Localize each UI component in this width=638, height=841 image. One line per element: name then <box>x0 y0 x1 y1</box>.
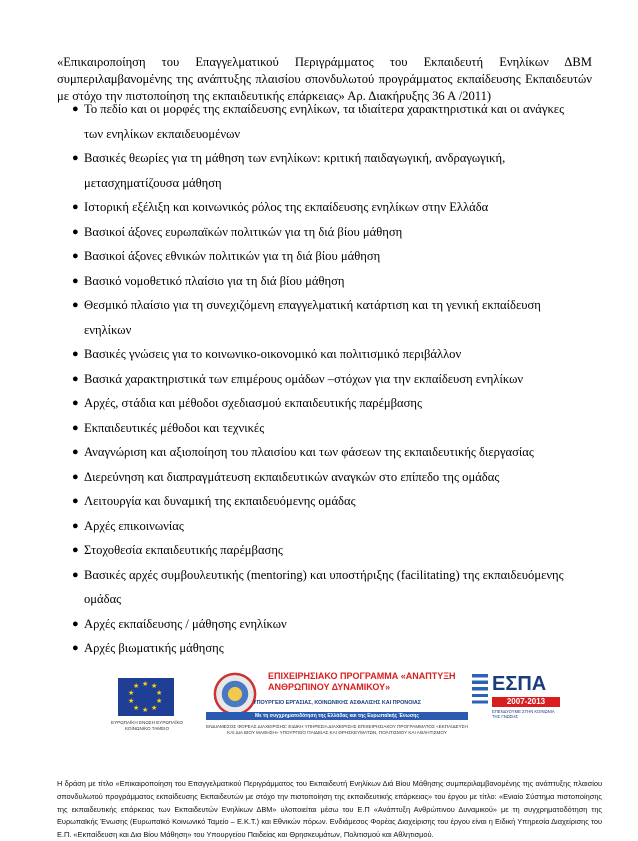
list-item <box>57 146 597 195</box>
list-item <box>57 244 597 269</box>
bullet-icon: ● <box>72 544 79 556</box>
list-item-text: Αρχές, στάδια και μέθοδοι σχεδιασμού εκπαιδευτικής παρέμβασης <box>84 396 422 410</box>
cofunding-banner: Με τη συγχρηματοδότηση της Ελλάδας και της Ευρωπαϊκής Ένωσης <box>206 712 468 720</box>
espa-logo <box>468 670 562 732</box>
operational-programme-title: ΕΠΙΧΕΙΡΗΣΙΑΚΟ ΠΡΟΓΡΑΜΜΑ «ΑΝΑΠΤΥΞΗ ΑΝΘΡΩΠΙΝΟΥ ΔΥΝΑΜΙΚΟΥ» <box>268 671 456 692</box>
list-item-text-cont: των ενηλίκων εκπαιδευομένων <box>84 126 241 141</box>
list-item-text: Εκπαιδευτικές μέθοδοι και τεχνικές <box>84 420 265 435</box>
list-item-text-cont: ενηλίκων <box>84 322 132 337</box>
list-item-text: Βασικά χαρακτηριστικά των επιμέρους ομάδων –στόχων για την εκπαίδευση ενηλίκων <box>84 371 524 386</box>
bullet-icon: ● <box>72 274 79 287</box>
list-item-text: Αρχές εκπαίδευσης / μάθησης ενηλίκων <box>84 616 287 631</box>
bullet-icon: ● <box>72 421 79 434</box>
bullet-icon: ● <box>72 201 79 213</box>
list-item-text-cont: μετασχηματίζουσα μάθηση <box>84 175 222 190</box>
list-item-text: Στοχοθεσία εκπαιδευτικής παρέμβασης <box>84 543 283 557</box>
greek-flag-icon <box>472 674 488 704</box>
list-item <box>57 269 597 294</box>
list-item-text: Βασικό νομοθετικό πλαίσιο για τη διά βίου μάθηση <box>84 273 345 288</box>
list-item <box>57 612 597 637</box>
bullet-icon: ● <box>72 470 79 483</box>
list-item <box>57 416 597 441</box>
eu-caption: ΕΥΡΩΠΑΪΚΗ ΕΝΩΣΗ ΕΥΡΩΠΑΪΚΟ ΚΟΙΝΩΝΙΚΟ ΤΑΜΕΙΟ <box>111 720 183 731</box>
funding-logo-band <box>108 666 563 764</box>
bullet-icon: ● <box>72 642 79 654</box>
list-item-text: Βασικές αρχές συμβουλευτικής (mentoring) και υποστήριξης (facilitating) της εκπαιδευόμενης <box>84 567 564 582</box>
list-item-text: Διερεύνηση και διαπραγμάτευση εκπαιδευτικών αναγκών στο επίπεδο της ομάδας <box>84 469 500 484</box>
footer-note: Η δράση με τίτλο «Επικαιροποίηση του Επαγγελματικού Περιγράμματος του Εκπαιδευτή Ενηλίκων Διά Βίου Μάθησης συμπεριλαμβανομένης της ανάπτυξης πλαισίου σπονδυλωτού προγράμματος εκπαίδευσης Εκπαιδευτών με στόχο την πιστοποίηση της εκπαιδευτικής επάρκειας» του έργου με τίτλο: «Ενιαίο Σύστημα πιστοποίησης της εκπαιδευτικής επάρκειας των Εκπαιδευτών Ενηλίκων ΔΒΜ» υλοποιείται μέσω του Ε.Π «Ανάπτυξη Ανθρώπινου Δυναμικού» με τη συγχρηματοδότηση της Ευρωπαϊκής Ένωσης (Ευρωπαϊκό Κοινωνικό Ταμείο – Ε.Κ.Τ.) και Εθνικών πόρων. Ενδιάμεσος Φορέας Διαχείρισης του έργου είναι η Ειδική Υπηρεσία Διαχείρισης του Ε.Π. «Εκπαίδευση και Δια Βίου Μάθηση» του Υπουργείου Παιδείας και Θρησκευμάτων, Πολιτισμού και Αθλητισμού. <box>57 779 602 839</box>
bullet-icon: ● <box>72 495 79 507</box>
ministry-label: ΥΠΟΥΡΓΕΙΟ ΕΡΓΑΣΙΑΣ, ΚΟΙΝΩΝΙΚΗΣ ΑΣΦΑΛΙΣΗΣ ΚΑΙ ΠΡΟΝΟΙΑΣ <box>252 700 422 706</box>
operational-programme-emblem-icon <box>213 672 257 716</box>
list-item <box>57 220 597 245</box>
bullet-icon: ● <box>72 225 79 238</box>
list-item-text: Βασικοί άξονες ευρωπαϊκών πολιτικών για τη διά βίου μάθηση <box>84 224 403 239</box>
topic-list <box>57 97 597 661</box>
list-item-text-cont: ομάδας <box>84 592 122 606</box>
bullet-icon: ● <box>72 568 79 581</box>
list-item <box>57 367 597 392</box>
list-item <box>57 293 597 342</box>
list-item-text: Αναγνώριση και αξιοποίηση του πλαισίου και των φάσεων της εκπαιδευτικής διεργασίας <box>84 445 534 459</box>
list-item-text: Βασικοί άξονες εθνικών πολιτικών για τη διά βίου μάθηση <box>84 249 381 263</box>
eu-flag-icon: ★ ★ ★ ★ ★ ★ ★ ★ ★ ★ <box>118 678 174 716</box>
list-item-text: Βασικές γνώσεις για το κοινωνικο-οικονομικό και πολιτισμικό περιβάλλον <box>84 347 462 361</box>
espa-years: 2007-2013 <box>492 697 560 707</box>
bullet-icon: ● <box>72 446 79 458</box>
managing-body-label: ΕΝΔΙΑΜΕΣΟΣ ΦΟΡΕΑΣ ΔΙΑΧΕΙΡΙΣΗΣ: ΕΙΔΙΚΗ ΥΠΗΡΕΣΙΑ ΔΙΑΧΕΙΡΙΣΗΣ ΕΠΙΧΕΙΡΗΣΙΑΚΟΥ ΠΡΟΓΡΑΜΜΑΤΟΣ «ΕΚΠΑΙΔΕΥΣΗ ΚΑΙ ΔΙΑ ΒΙΟΥ ΜΑΘΗΣΗ» ΥΠΟΥΡΓΕΙΟ ΠΑΙΔΕΙΑΣ ΚΑΙ ΘΡΗΣΚΕΥΜΑΤΩΝ, ΠΟΛΙΤΙΣΜΟΥ ΚΑΙ ΑΘΛΗΤΙΣΜΟΥ <box>206 724 468 735</box>
bullet-icon: ● <box>72 250 79 262</box>
bullet-icon: ● <box>72 103 79 115</box>
list-item-text: Λειτουργία και δυναμική της εκπαιδευόμενης ομάδας <box>84 494 356 508</box>
list-item <box>57 538 597 563</box>
bullet-icon: ● <box>72 397 79 409</box>
bullet-icon: ● <box>72 519 79 532</box>
list-item <box>57 342 597 367</box>
intro-paragraph: «Επικαιροποίηση του Επαγγελματικού Περιγράμματος του Εκπαιδευτή Ενηλίκων ΔΒΜ συμπεριλαμβανομένης της ανάπτυξης πλαισίου σπονδυλωτού προγράμματος εκπαίδευσης Εκπαιδευτών με στόχο την πιστοποίηση της εκπαιδευτικής επάρκειας» Αρ. Διακήρυξης 36 Α /2011) <box>57 54 592 103</box>
list-item-text: Αρχές βιωματικής μάθησης <box>84 641 224 655</box>
list-item-text: Βασικές θεωρίες για τη μάθηση των ενηλίκων: κριτική παιδαγωγική, ανδραγωγική, <box>84 151 506 165</box>
list-item-text: Ιστορική εξέλιξη και κοινωνικός ρόλος της εκπαίδευσης ενηλίκων στην Ελλάδα <box>84 200 489 214</box>
list-item <box>57 465 597 490</box>
list-item <box>57 440 597 465</box>
bullet-icon: ● <box>72 617 79 630</box>
espa-subtitle: ΕΠΕΝΔΥΟΥΜΕ ΣΤΗΝ ΚΟΙΝΩΝΙΑ ΤΗΣ ΓΝΩΣΗΣ <box>492 709 555 719</box>
espa-title: ΕΣΠΑ <box>492 673 547 695</box>
list-item-text: Αρχές επικοινωνίας <box>84 518 184 533</box>
list-item <box>57 563 597 612</box>
bullet-icon: ● <box>72 372 79 385</box>
list-item <box>57 97 597 146</box>
list-item <box>57 391 597 416</box>
list-item <box>57 636 597 661</box>
list-item <box>57 195 597 220</box>
list-item-text: Το πεδίο και οι μορφές της εκπαίδευσης ενηλίκων, τα ιδιαίτερα χαρακτηριστικά και οι ανάγκες <box>84 102 565 116</box>
list-item <box>57 514 597 539</box>
bullet-icon: ● <box>72 152 79 164</box>
list-item-text: Θεσμικό πλαίσιο για τη συνεχιζόμενη επαγγελματική κατάρτιση και τη γενική εκπαίδευση <box>84 298 541 312</box>
bullet-icon: ● <box>72 299 79 311</box>
list-item <box>57 489 597 514</box>
bullet-icon: ● <box>72 348 79 360</box>
